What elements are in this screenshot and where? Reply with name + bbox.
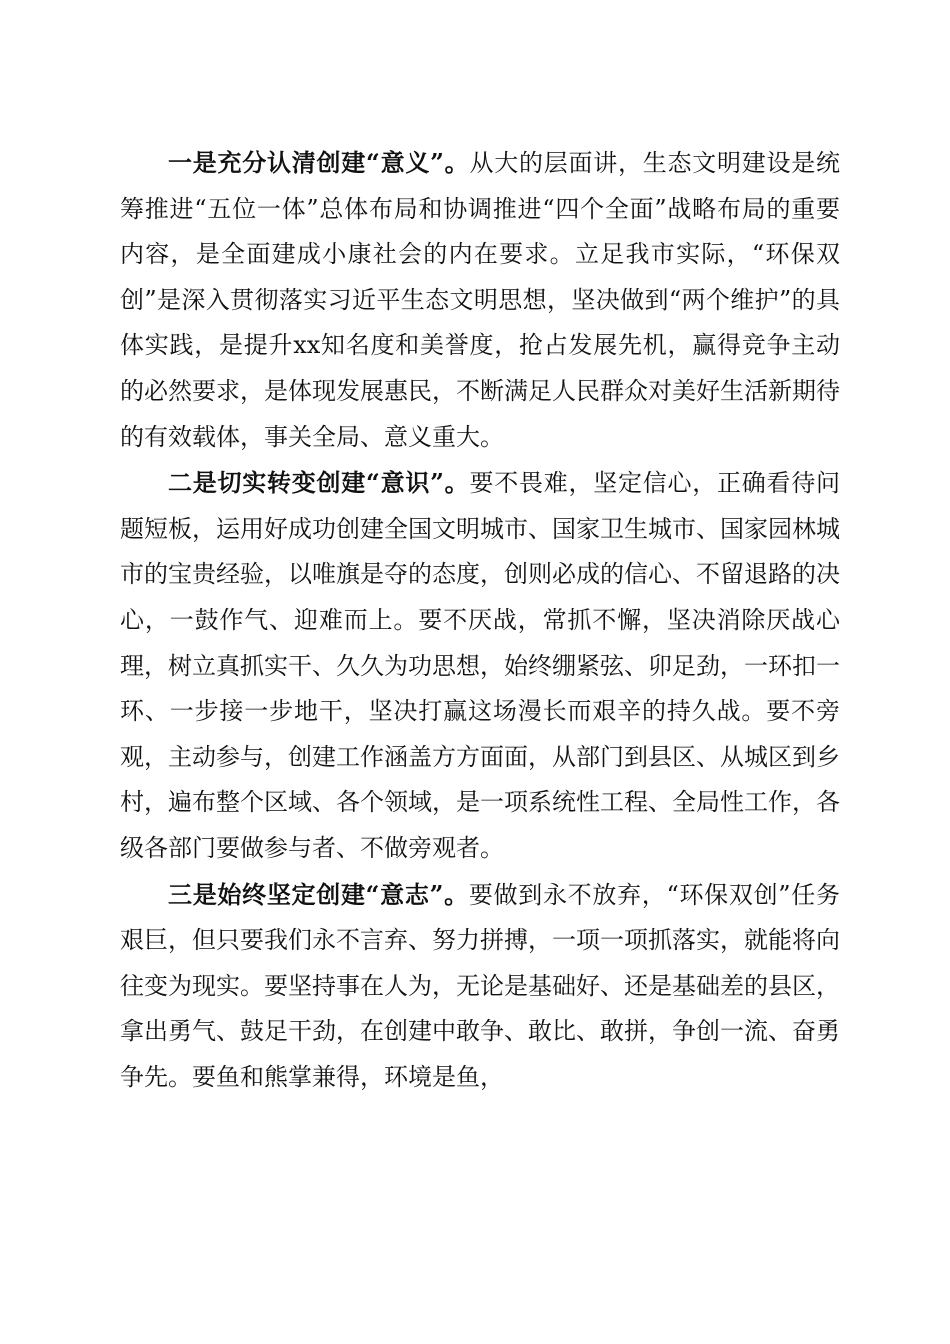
paragraph-awareness [120, 460, 840, 871]
paragraph-heading: 三是始终坚定创建“意志”。 [168, 879, 469, 909]
paragraph-will [120, 872, 840, 1101]
paragraph-text: 要不畏难，坚定信心，正确看待问题短板，运用好成功创建全国文明城市、国家卫生城市、国家园林城市的宝贵经验，以唯旗是夺的态度，创则必成的信心、不留退路的决心，一鼓作气、迎难而上。要不厌战，常抓不懈，坚决消除厌战心理，树立真抓实干、久久为功思想，始终绷紧弦、卯足劲，一环扣一环、一步接一步地干，坚决打赢这场漫长而艰辛的持久战。要不旁观，主动参与，创建工作涵盖方方面面，从部门到县区、从城区到乡村，遍布整个区域、各个领域，是一项系统性工程、全局性工作，各级各部门要做参与者、不做旁观者。 [120, 469, 841, 862]
paragraph-text: 要做到永不放弃，“环保双创”任务艰巨，但只要我们永不言弃、努力拼搏，一项一项抓落实，就能将向往变为现实。要坚持事在人为，无论是基础好、还是基础差的县区，拿出勇气、鼓足干劲，在创建中敢争、敢比、敢拼，争创一流、奋勇争先。要鱼和熊掌兼得，环境是鱼， [120, 880, 840, 1091]
paragraph-text: 从大的层面讲，生态文明建设是统筹推进“五位一体”总体布局和协调推进“四个全面”战略布局的重要内容，是全面建成小康社会的内在要求。立足我市实际，“环保双创”是深入贯彻落实习近平生态文明思想，坚决做到“两个维护”的具体实践，是提升xx知名度和美誉度，抢占发展先机，赢得竞争主动的必然要求，是体现发展惠民，不断满足人民群众对美好生活新期待的有效载体，事关全局、意义重大。 [120, 149, 841, 451]
paragraph-heading: 一是充分认清创建“意义”。 [168, 148, 470, 177]
paragraph-heading: 二是切实转变创建“意识”。 [168, 468, 470, 498]
document-body [120, 140, 840, 1100]
paragraph-significance [120, 140, 840, 460]
